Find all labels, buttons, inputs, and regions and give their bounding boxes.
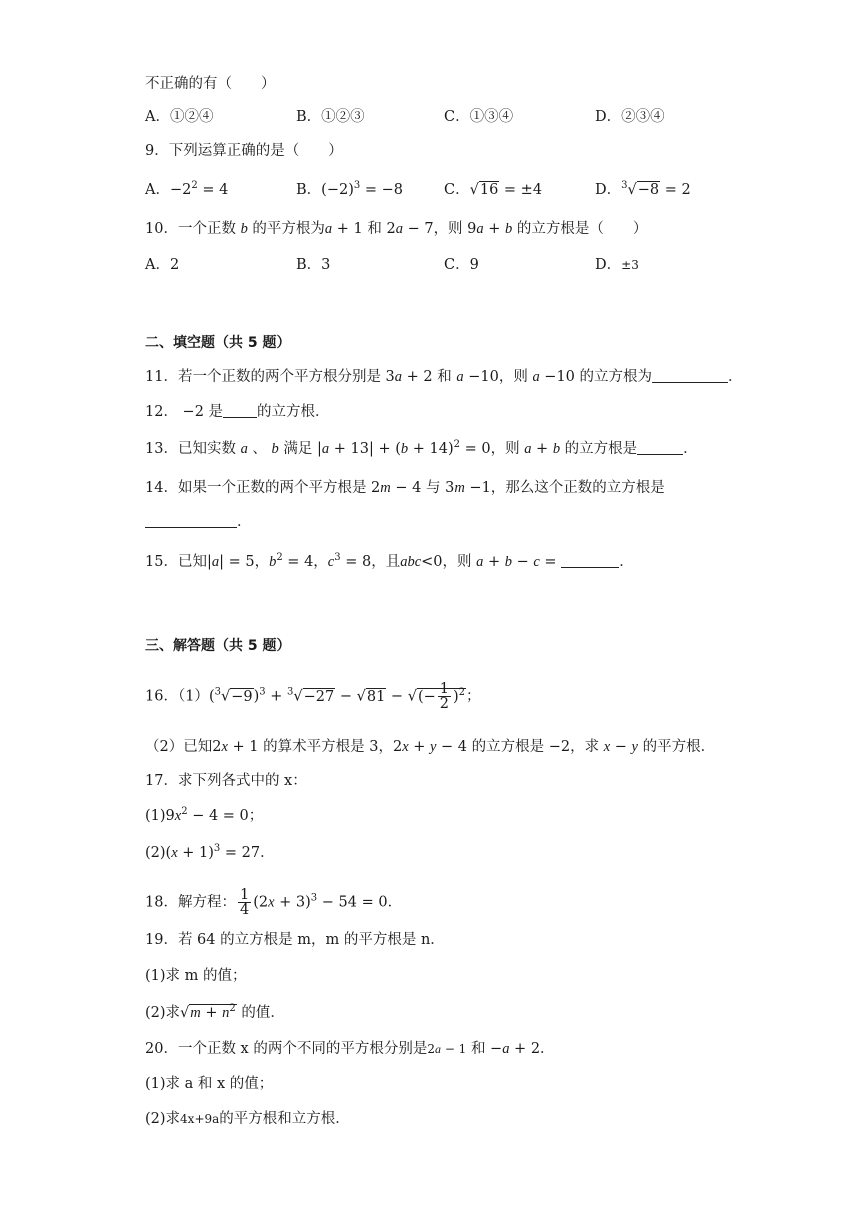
q19-part1: (1)求 m 的值； <box>145 968 247 984</box>
q19-part2: (2)求$√m + n^2$ 的值． <box>145 1003 285 1021</box>
section-2-title: 二、填空题（共 5 题） <box>145 335 291 351</box>
q11: 11．若一个正数的两个平方根分别是 3a + 2 和 a −10，则 a −10 的立方根为 ． <box>145 369 743 385</box>
q9-option-a: A．$-2^2 = 4$ <box>145 180 229 198</box>
q9-option-c: C．√16 = ±4 <box>444 182 543 198</box>
q8-option-d: D．②③④ <box>595 109 665 125</box>
q20-part1: (1)求 a 和 x 的值； <box>145 1076 274 1092</box>
q18: 18．解方程： $\frac{1}{4}$ $(2x + 3)^3 - 54 = 0$． <box>145 887 403 918</box>
q8-option-a: A．①②④ <box>145 109 214 125</box>
q14-answer-line: ． <box>145 512 252 532</box>
q16-part1: 16．$(1)(^3√-9)^3 + ^3√-27 - √81$ − √(− $\frac{1}{2}$ )$^2$； <box>145 681 481 712</box>
q15: 15．已知|a| = 5，$b^2 = 4$，$c^3 = 8$，且abc<0，则 a + b − c = ． <box>145 552 634 570</box>
q12: 12． −2 是 的立方根． <box>145 404 330 420</box>
q9-option-b: B．$(-2)^3 = -8$ <box>296 180 403 198</box>
q14: 14．如果一个正数的两个平方根是 2m − 4 与 3m −1，那么这个正数的立方根是 <box>145 480 665 496</box>
q16-part2: （2）已知2x + 1 的算术平方根是 3，2x + y − 4 的立方根是 −2，求 x − y 的平方根． <box>145 739 716 755</box>
q17-part1: $(1)9x^2 - 4 = 0$； <box>145 806 264 824</box>
q9-stem: 9．下列运算正确的是（ ） <box>145 143 343 159</box>
q8-tail: 不正确的有（ ） <box>145 76 276 92</box>
q10-option-c: C．9 <box>444 257 479 273</box>
q19-stem: 19．若 64 的立方根是 m，m 的平方根是 n． <box>145 932 445 948</box>
q17-part2: $(2)(x + 1)^3 = 27$． <box>145 843 275 861</box>
q8-option-b: B．①②③ <box>296 109 365 125</box>
q10-option-b: B．3 <box>296 257 331 273</box>
q13: 13．已知实数 a 、 b 满足 $|a + 13| + (b + 14)^2 = 0$，则 a + b 的立方根是 ． <box>145 439 698 457</box>
q20-stem: 20．一个正数 x 的两个不同的平方根分别是2a − 1 和 −a + 2． <box>145 1041 555 1057</box>
q10-option-d: D．±3 <box>595 257 639 273</box>
section-3-title: 三、解答题（共 5 题） <box>145 638 291 654</box>
q10-stem: 10．一个正数 b 的平方根为a + 1 和 2a − 7，则 9a + b 的立方根是（ ） <box>145 221 648 237</box>
q17-stem: 17．求下列各式中的 x： <box>145 773 307 789</box>
q9-option-d: D．$^3$√−8 = 2 <box>595 180 691 198</box>
q20-part2: (2)求4x+9a的平方根和立方根． <box>145 1111 350 1127</box>
q8-option-c: C．①③④ <box>444 109 514 125</box>
q10-option-a: A．2 <box>145 257 180 273</box>
